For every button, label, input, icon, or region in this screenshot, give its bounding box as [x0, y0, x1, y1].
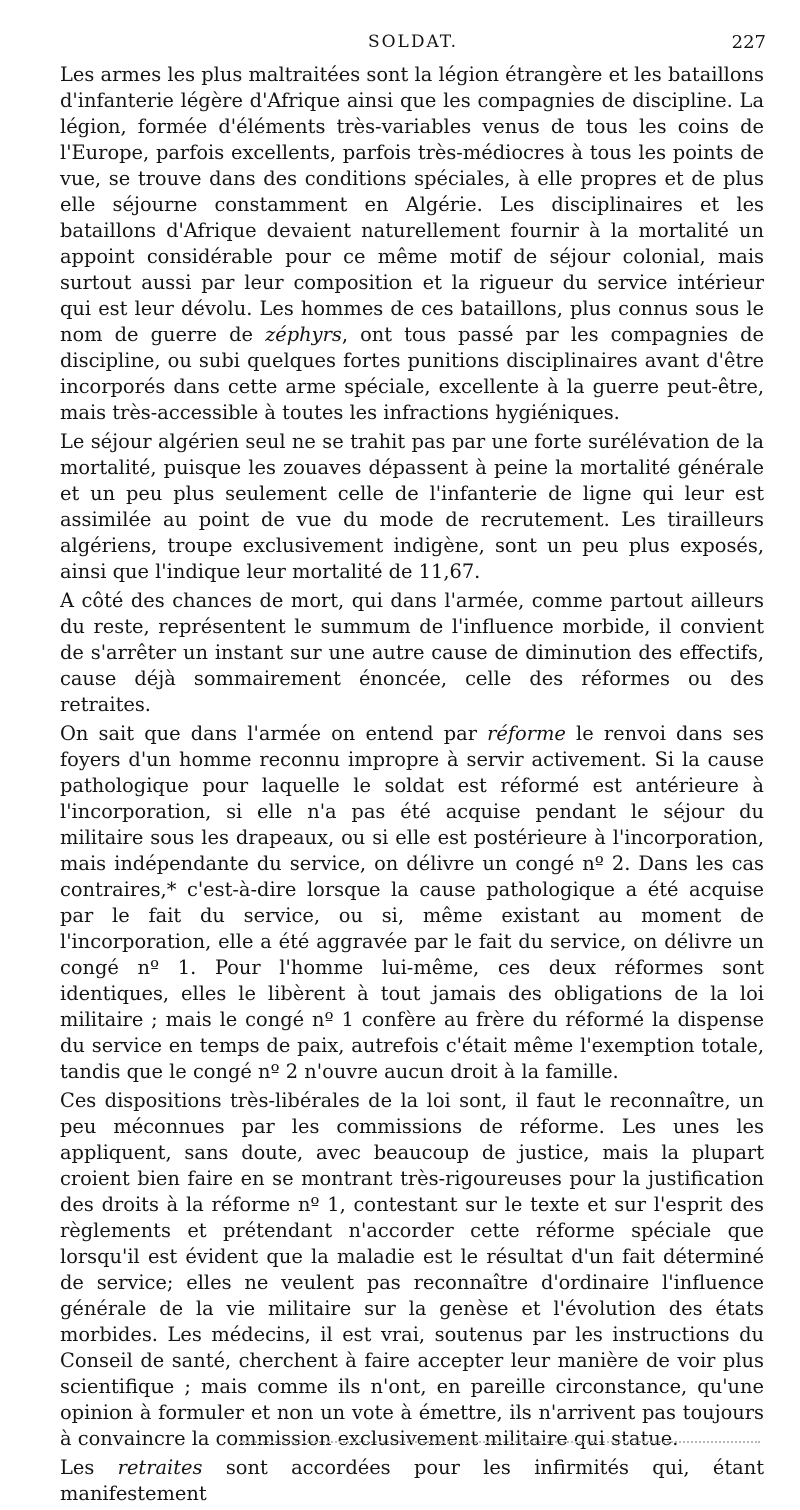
page-number: 227: [731, 32, 766, 53]
text-run: Ces dispositions très-libérales de la loi sont, il faut le reconnaître, un peu méconnues par les commissions de réforme. Les unes les appliquent, sans doute, avec beaucoup de justice, mais la plupart croient bien faire en se montrant très-rigoureuses pour la justification des droits à la réforme nº 1, contestant sur le texte et sur l'esprit des règlements et prétendant n'accorder cette réforme spéciale que lorsqu'il est évident que la maladie est le résultat d'un fait déterminé de service; elles ne veulent pas reconnaître d'ordinaire l'influence générale de la vie militaire sur la genèse et l'évolution des états morbides. Les médecins, il est vrai, soutenus par les instructions du Conseil de santé, cherchent à faire accepter leur manière de voir plus scientifique ; mais comme ils n'ont, en pareille circonstance, qu'une opinion à formuler et non un vote à émettre, ils n'arrivent pas toujours à convaincre la commission exclusivement militaire qui statue.: [60, 1089, 764, 1450]
footer-dotted-rule: [240, 1441, 760, 1443]
paragraph: [60, 1088, 764, 1452]
paragraph: [60, 429, 764, 585]
italic-term: zéphyrs: [265, 323, 342, 346]
paragraph: [60, 721, 764, 1085]
italic-term: retraites: [117, 1456, 203, 1479]
text-run: le renvoi dans ses foyers d'un homme reconnu impropre à servir activement. Si la cause pathologique pour laquelle le soldat est réformé est antérieure à l'incorporation, si elle n'a pas été acquise pendant le séjour du militaire sous les drapeaux, ou si elle est postérieure à l'incorporation, mais indépendante du service, on délivre un congé nº 2. Dans les cas contraires,* c'est-à-dire lorsque la cause pathologique a été acquise par le fait du service, ou si, même existant au moment de l'incorporation, elle a été aggravée par le fait du service, on délivre un congé nº 1. Pour l'homme lui-même, ces deux réformes sont identiques, elles le libèrent à tout jamais des obligations de la loi militaire ; mais le congé nº 1 confère au frère du réformé la dispense du service en temps de paix, autrefois c'était même l'exemption totale, tandis que le congé nº 2 n'ouvre aucun droit à la famille.: [60, 722, 764, 1083]
text-run: sont accordées pour les infirmités qui, étant manifestement: [60, 1456, 765, 1505]
text-run: Le séjour algérien seul ne se trahit pas par une forte surélévation de la mortalité, puisque les zouaves dépassent à peine la mortalité générale et un peu plus seulement celle de l'infanterie de ligne qui leur est assimilée au point de vue du mode de recrutement. Les tirailleurs algériens, troupe exclusivement indigène, sont un peu plus exposés, ainsi que l'indique leur mortalité de 11,67.: [60, 430, 764, 583]
text-run: Les armes les plus maltraitées sont la légion étrangère et les bataillons d'infanterie légère d'Afrique ainsi que les compagnies de discipline. La légion, formée d'éléments très-variables venus de tous les coins de l'Europe, parfois excellents, parfois très-médiocres à tous les points de vue, se trouve dans des conditions spéciales, à elle propres et de plus elle séjourne constamment en Algérie. Les disciplinaires et les bataillons d'Afrique devaient naturellement fournir à la mortalité un appoint considérable pour ce même motif de séjour colonial, mais surtout aussi par leur composition et la rigueur du service intérieur qui est leur dévolu. Les hommes de ces bataillons, plus connus sous le nom de guerre de: [60, 63, 764, 346]
italic-term: réforme: [487, 722, 566, 745]
text-run: On sait que dans l'armée on entend par: [60, 722, 488, 745]
text-run: , ont tous passé par les compagnies de discipline, ou subi quelques fortes punitions disciplinaires avant d'être incorporés dans cette arme spéciale, excellente à la guerre peut-être, mais très-accessible à toutes les infractions hygiéniques.: [60, 323, 764, 424]
paragraph: [60, 588, 764, 718]
text-run: A côté des chances de mort, qui dans l'armée, comme partout ailleurs du reste, représentent le summum de l'influence morbide, il convient de s'arrêter un instant sur une autre cause de diminution des effectifs, cause déjà sommairement énoncée, celle des réformes ou des retraites.: [60, 589, 764, 716]
text-run: Les: [60, 1456, 118, 1479]
body-text: [60, 62, 764, 1510]
paragraph: [60, 1455, 764, 1507]
running-head: [60, 30, 766, 58]
paragraph: [60, 62, 764, 426]
running-title: SOLDAT.: [367, 32, 459, 52]
